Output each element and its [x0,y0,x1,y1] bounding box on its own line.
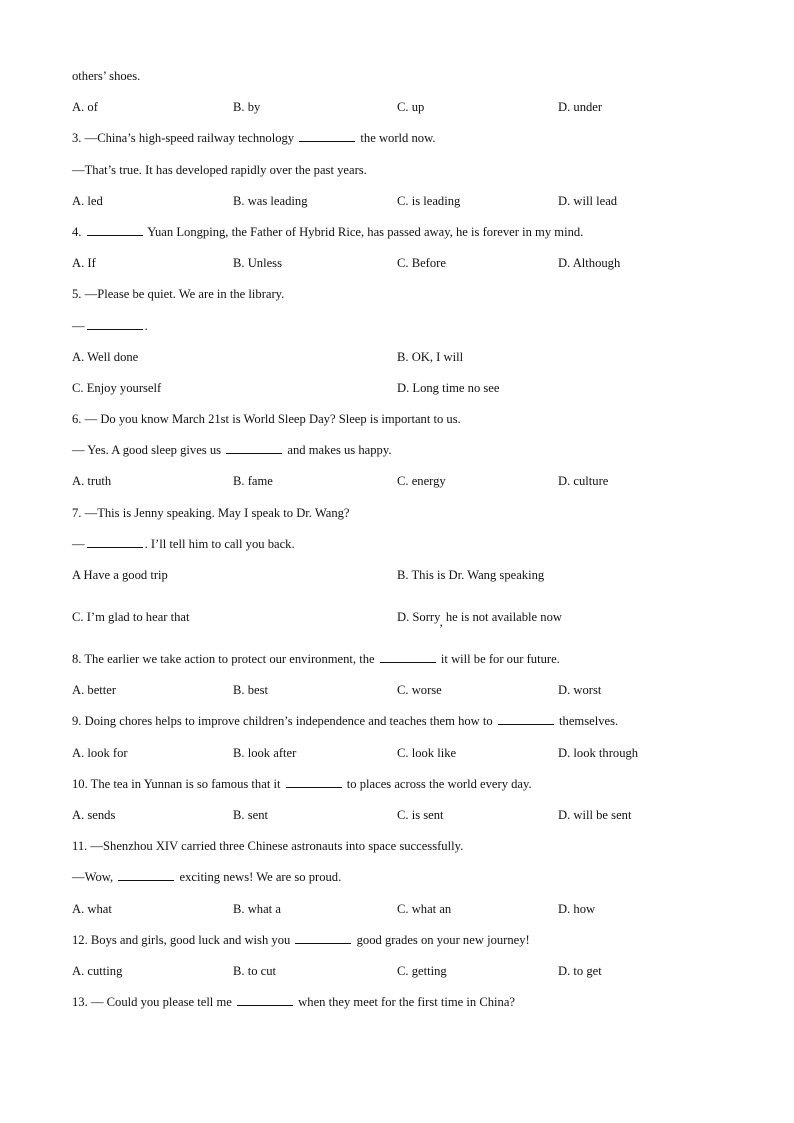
answer-blank [87,535,143,548]
options-row [72,895,732,926]
reply-text: exciting news! We are so proud. [179,870,342,885]
options-row [72,187,732,218]
option-b: B. to cut [233,963,277,978]
stem-text: 7. —This is Jenny speaking. May I speak to Dr. Wang? [72,505,350,520]
option-d: D. will be sent [558,807,632,822]
question-6-stem [72,405,732,436]
option-a: A. what [72,901,112,916]
option-c: C. Before [397,256,446,271]
option-c: C. up [397,100,425,115]
answer-blank [295,931,351,944]
options-row [72,957,732,988]
stem-text: 9. Doing chores helps to improve children’s independence and teaches them how to [72,714,493,729]
stem-text: 5. —Please be quiet. We are in the library. [72,287,285,302]
option-d: D. look through [558,745,639,760]
option-b: B. OK, I will [397,349,464,364]
stem-text: 8. The earlier we take action to protect our environment, the [72,652,375,666]
options-row [72,249,732,280]
stem-text: the world now. [360,131,436,146]
question-7-reply [72,530,732,561]
stem-text: to places across the world every day. [346,776,532,791]
option-d: D. culture [558,474,609,489]
option-d: D. Although [558,256,621,271]
question-3-stem [72,124,732,155]
answer-blank [299,129,355,142]
option-c: C. getting [397,963,447,978]
reply-text: and makes us happy. [287,443,392,458]
stem-text: 11. —Shenzhou XIV carried three Chinese astronauts into space successfully. [72,839,464,854]
options-row [72,93,732,124]
question-5-reply [72,312,732,343]
exam-page [72,62,732,1019]
reply-text: . I’ll tell him to call you back. [144,536,295,551]
stem-text: when they meet for the first time in China? [298,995,516,1010]
option-d-text-rest: he is not available now [445,610,562,624]
stem-text: 6. — Do you know March 21st is World Sleep Day? Sleep is important to us. [72,412,461,427]
option-b: B. This is Dr. Wang speaking [397,568,545,582]
stem-text: 10. The tea in Yunnan is so famous that it [72,776,281,791]
reply-dash: — [72,318,85,333]
option-d-comma: , [439,615,443,629]
options-row [72,343,732,374]
answer-blank [118,868,174,881]
option-c: C. what an [397,901,452,916]
options-row [72,603,732,645]
options-row [72,561,732,603]
question-6-reply [72,436,732,467]
answer-blank [498,712,554,725]
question-10-stem [72,770,732,801]
option-d: D. will lead [558,193,618,208]
option-c: C. is leading [397,193,461,208]
option-b: B. fame [233,474,273,489]
option-c: C. is sent [397,807,444,822]
option-b: B. by [233,100,261,115]
option-a: A Have a good trip [72,568,168,582]
option-c: C. I’m glad to hear that [72,610,190,624]
option-d: D. worst [558,683,602,698]
options-row [72,374,732,405]
option-a: A. If [72,256,96,271]
question-9-stem [72,707,732,738]
answer-blank [87,223,143,236]
question-4-stem [72,218,732,249]
option-a: A. Well done [72,349,139,364]
option-a: A. cutting [72,963,123,978]
option-d: D. under [558,100,603,115]
answer-blank [87,317,143,330]
options-row [72,739,732,770]
option-a: A. sends [72,807,116,822]
option-a: A. better [72,683,117,698]
answer-blank [226,441,282,454]
question-continuation [72,62,732,93]
options-row [72,676,732,707]
reply-text: —That’s true. It has developed rapidly over the past years. [72,162,367,177]
answer-blank [380,650,436,663]
option-c: C. worse [397,683,442,698]
option-b: B. what a [233,901,281,916]
option-a: A. led [72,193,103,208]
stem-text: Yuan Longping, the Father of Hybrid Rice, has passed away, he is forever in my mind. [147,224,584,239]
option-a: A. of [72,100,98,115]
option-d [397,603,562,631]
option-d: D. how [558,901,596,916]
question-12-stem [72,926,732,957]
reply-text: . [144,318,148,333]
reply-dash: — [72,536,85,551]
stem-text: 12. Boys and girls, good luck and wish you [72,932,291,947]
option-a: A. truth [72,474,112,489]
option-c: C. energy [397,474,446,489]
question-3-reply [72,156,732,187]
stem-text: good grades on your new journey! [356,932,530,947]
stem-text: 4. [72,224,82,239]
option-d-text: D. Sorry [397,610,440,624]
option-b: B. was leading [233,193,308,208]
stem-text: 13. — Could you please tell me [72,995,232,1010]
options-row [72,801,732,832]
reply-text: — Yes. A good sleep gives us [72,443,222,458]
option-d: D. to get [558,963,602,978]
option-c: C. look like [397,745,457,760]
options-row [72,467,732,498]
question-13-stem [72,988,732,1019]
question-8-stem [72,645,732,676]
stem-text: themselves. [559,714,619,729]
question-7-stem [72,499,732,530]
option-b: B. best [233,683,268,698]
option-b: B. sent [233,807,268,822]
option-b: B. Unless [233,256,282,271]
answer-blank [286,775,342,788]
option-a: A. look for [72,745,128,760]
stem-text: it will be for our future. [440,652,560,666]
answer-blank [237,993,293,1006]
stem-text: others’ shoes. [72,69,141,83]
question-11-stem [72,832,732,863]
option-b: B. look after [233,745,297,760]
stem-text: 3. —China’s high-speed railway technology [72,131,295,146]
option-d: D. Long time no see [397,380,500,395]
reply-text: —Wow, [72,870,114,885]
question-5-stem [72,280,732,311]
question-11-reply [72,863,732,894]
option-c: C. Enjoy yourself [72,380,162,395]
